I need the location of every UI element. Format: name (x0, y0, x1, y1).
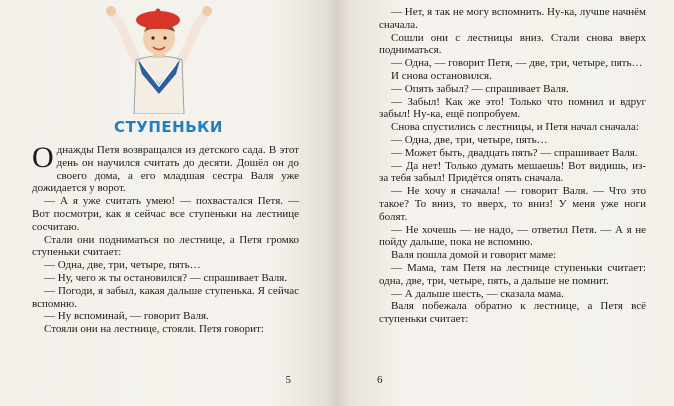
paragraph: — Не хочу я сначала! — говорит Валя. — Что это такое? То вниз, то вверх, то вниз! У меня уже ноги болят. (379, 185, 646, 223)
paragraph: Сошли они с лестницы вниз. Стали снова вверх подниматься. (379, 31, 646, 57)
right-page (337, 0, 674, 406)
paragraph: И снова остановился. (391, 69, 492, 82)
page-number-right: 6 (377, 374, 383, 386)
paragraph: — Нет, я так не могу вспомнить. Ну-ка, лучше начнём сначала. (379, 6, 646, 31)
paragraph: Валя побежала обратно к лестнице, а Петя всё ступеньки считает: (379, 300, 646, 326)
paragraph: — Одна, две, три, четыре, пять… (44, 259, 201, 272)
paragraph: — Одна, две, три, четыре, пять… (391, 133, 548, 146)
paragraph: — Ну вспоминай, — говорит Валя. (44, 310, 209, 323)
paragraph: — Одна, — говорит Петя, — две, три, четыре, пять… (391, 57, 643, 70)
right-page-text (379, 6, 646, 326)
paragraph: — Погоди, я забыл, какая дальше ступенька. Я сейчас вспомню. (32, 284, 299, 310)
boy-in-sailor-suit-icon (98, 2, 220, 114)
first-paragraph-text: днажды Петя возвращался из детского сада. В этот день он научился считать до десяти. Дошёл он до своего дома, а его младшая сестра Валя уже дожидается у ворот. (32, 144, 299, 195)
paragraph: — Мама, там Петя на лестнице ступеньки считает: одна, две, три, четыре, пять, а дальше не помнит. (379, 261, 646, 287)
page-number-left: 5 (285, 374, 291, 386)
paragraph: — Да нет! Только думать мешаешь! Вот видишь, из-за тебя забыл! Придётся опять сначала. (379, 159, 646, 185)
paragraph: — Забыл! Как же это! Только что помнил и вдруг забыл! Ну-ка, ещё попробуем. (379, 95, 646, 121)
paragraph: — Не хочешь — не надо, — ответил Петя. — А я не пойду дальше, пока не вспомню. (379, 223, 646, 249)
paragraph: — Может быть, двадцать пять? — спрашивает Валя. (391, 146, 638, 159)
paragraph: Снова спустились с лестницы, и Петя начал сначала: (391, 121, 639, 134)
paragraph: Стали они подниматься по лестнице, а Петя громко ступеньки считает: (32, 233, 299, 259)
first-paragraph (32, 141, 299, 195)
paragraph: — А я уже считать умею! — похвастался Петя. — Вот посмотри, как я сейчас все ступеньки на лестнице сосчитаю. (32, 195, 299, 233)
paragraph: — А дальше шесть, — сказала мама. (391, 287, 564, 300)
drop-cap: О (32, 141, 54, 174)
story-title: СТУПЕНЬКИ (114, 118, 223, 136)
left-page-text (32, 141, 299, 336)
paragraph: Валя пошла домой и говорит маме: (391, 249, 557, 262)
paragraph: — Опять забыл? — спрашивает Валя. (391, 82, 569, 95)
paragraph: Стояли они на лестнице, стояли. Петя говорит: (44, 323, 264, 336)
paragraph: — Ну, чего ж ты остановился? — спрашивает Валя. (44, 271, 288, 284)
